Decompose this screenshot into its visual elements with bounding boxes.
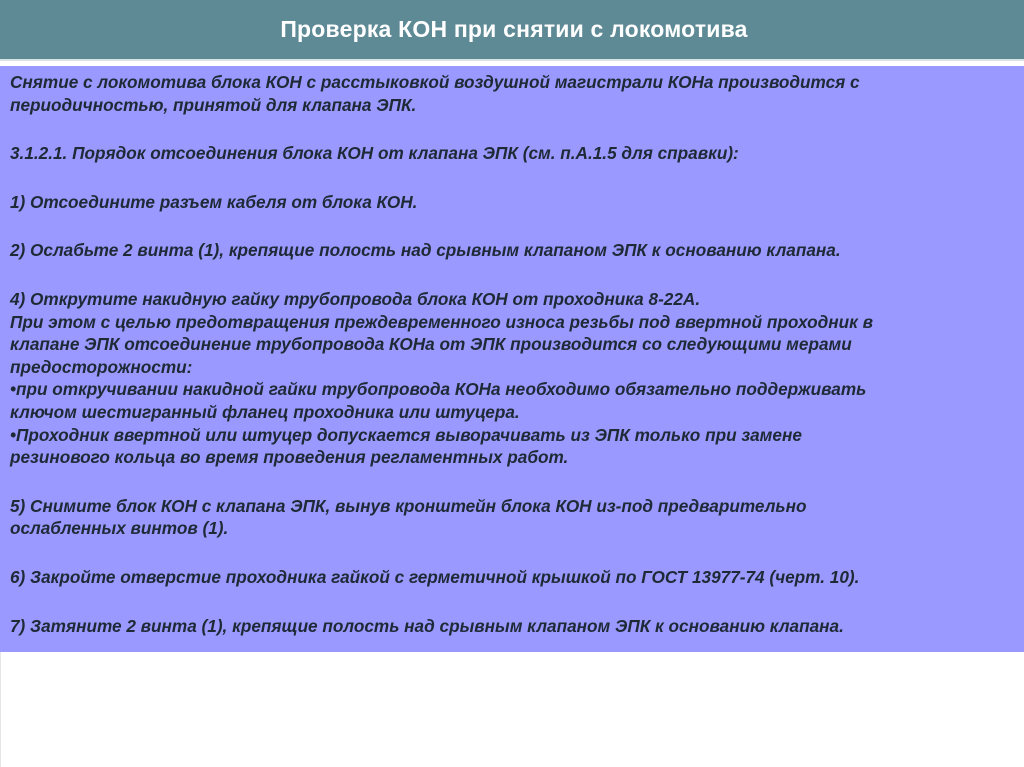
paragraph-gap (10, 165, 1018, 191)
step-2: 2) Ослабьте 2 винта (1), крепящие полость над срывным клапаном ЭПК к основанию клапана. (10, 240, 841, 261)
step-4-note-line-2: клапане ЭПК отсоединение трубопровода КОНа от ЭПК производится со следующими мерами (10, 334, 852, 355)
paragraph-gap (10, 262, 1018, 288)
bullet-2-line-2: резинового кольца во время проведения регламентных работ. (10, 447, 569, 468)
paragraph-gap (10, 540, 1018, 566)
title-bar (0, 0, 1024, 61)
bottom-empty-panel (0, 652, 1024, 767)
paragraph-gap (10, 589, 1018, 615)
bullet-2-line-1: •Проходник ввертной или штуцер допускается выворачивать из ЭПК только при замене (10, 424, 802, 445)
step-4: 4) Открутите накидную гайку трубопровода блока КОН от проходника 8-22А. (10, 288, 701, 309)
step-4-note-line-3: предосторожности: (10, 356, 193, 377)
step-5-line-2: ослабленных винтов (1). (10, 518, 229, 539)
step-5-line-1: 5) Снимите блок КОН с клапана ЭПК, вынув кронштейн блока КОН из-под предварительно (10, 495, 807, 516)
slide-title: Проверка КОН при снятии с локомотива (280, 15, 748, 42)
step-7: 7) Затяните 2 винта (1), крепящие полость над срывным клапаном ЭПК к основанию клапана. (10, 615, 844, 636)
paragraph-gap (10, 469, 1018, 495)
section-heading: 3.1.2.1. Порядок отсоединения блока КОН от клапана ЭПК (см. п.А.1.5 для справки): (10, 143, 739, 164)
bullet-1-line-2: ключом шестигранный фланец проходника или штуцера. (10, 401, 520, 422)
content-box (0, 66, 1024, 652)
step-6: 6) Закройте отверстие проходника гайкой с герметичной крышкой по ГОСТ 13977-74 (черт. 10). (10, 566, 860, 587)
step-4-note-line-1: При этом с целью предотвращения преждевременного износа резьбы под ввертной проходник в (10, 311, 873, 332)
bullet-1-line-1: •при откручивании накидной гайки трубопровода КОНа необходимо обязательно поддерживать (10, 379, 867, 400)
intro-line-1: Снятие с локомотива блока КОН с расстыковкой воздушной магистрали КОНа производится с (10, 72, 860, 92)
step-1: 1) Отсоедините разъем кабеля от блока КОН. (10, 191, 418, 212)
paragraph-gap (10, 213, 1018, 239)
content-text (10, 71, 1018, 637)
paragraph-gap (10, 116, 1018, 142)
intro-line-2: периодичностью, принятой для клапана ЭПК. (10, 94, 417, 115)
